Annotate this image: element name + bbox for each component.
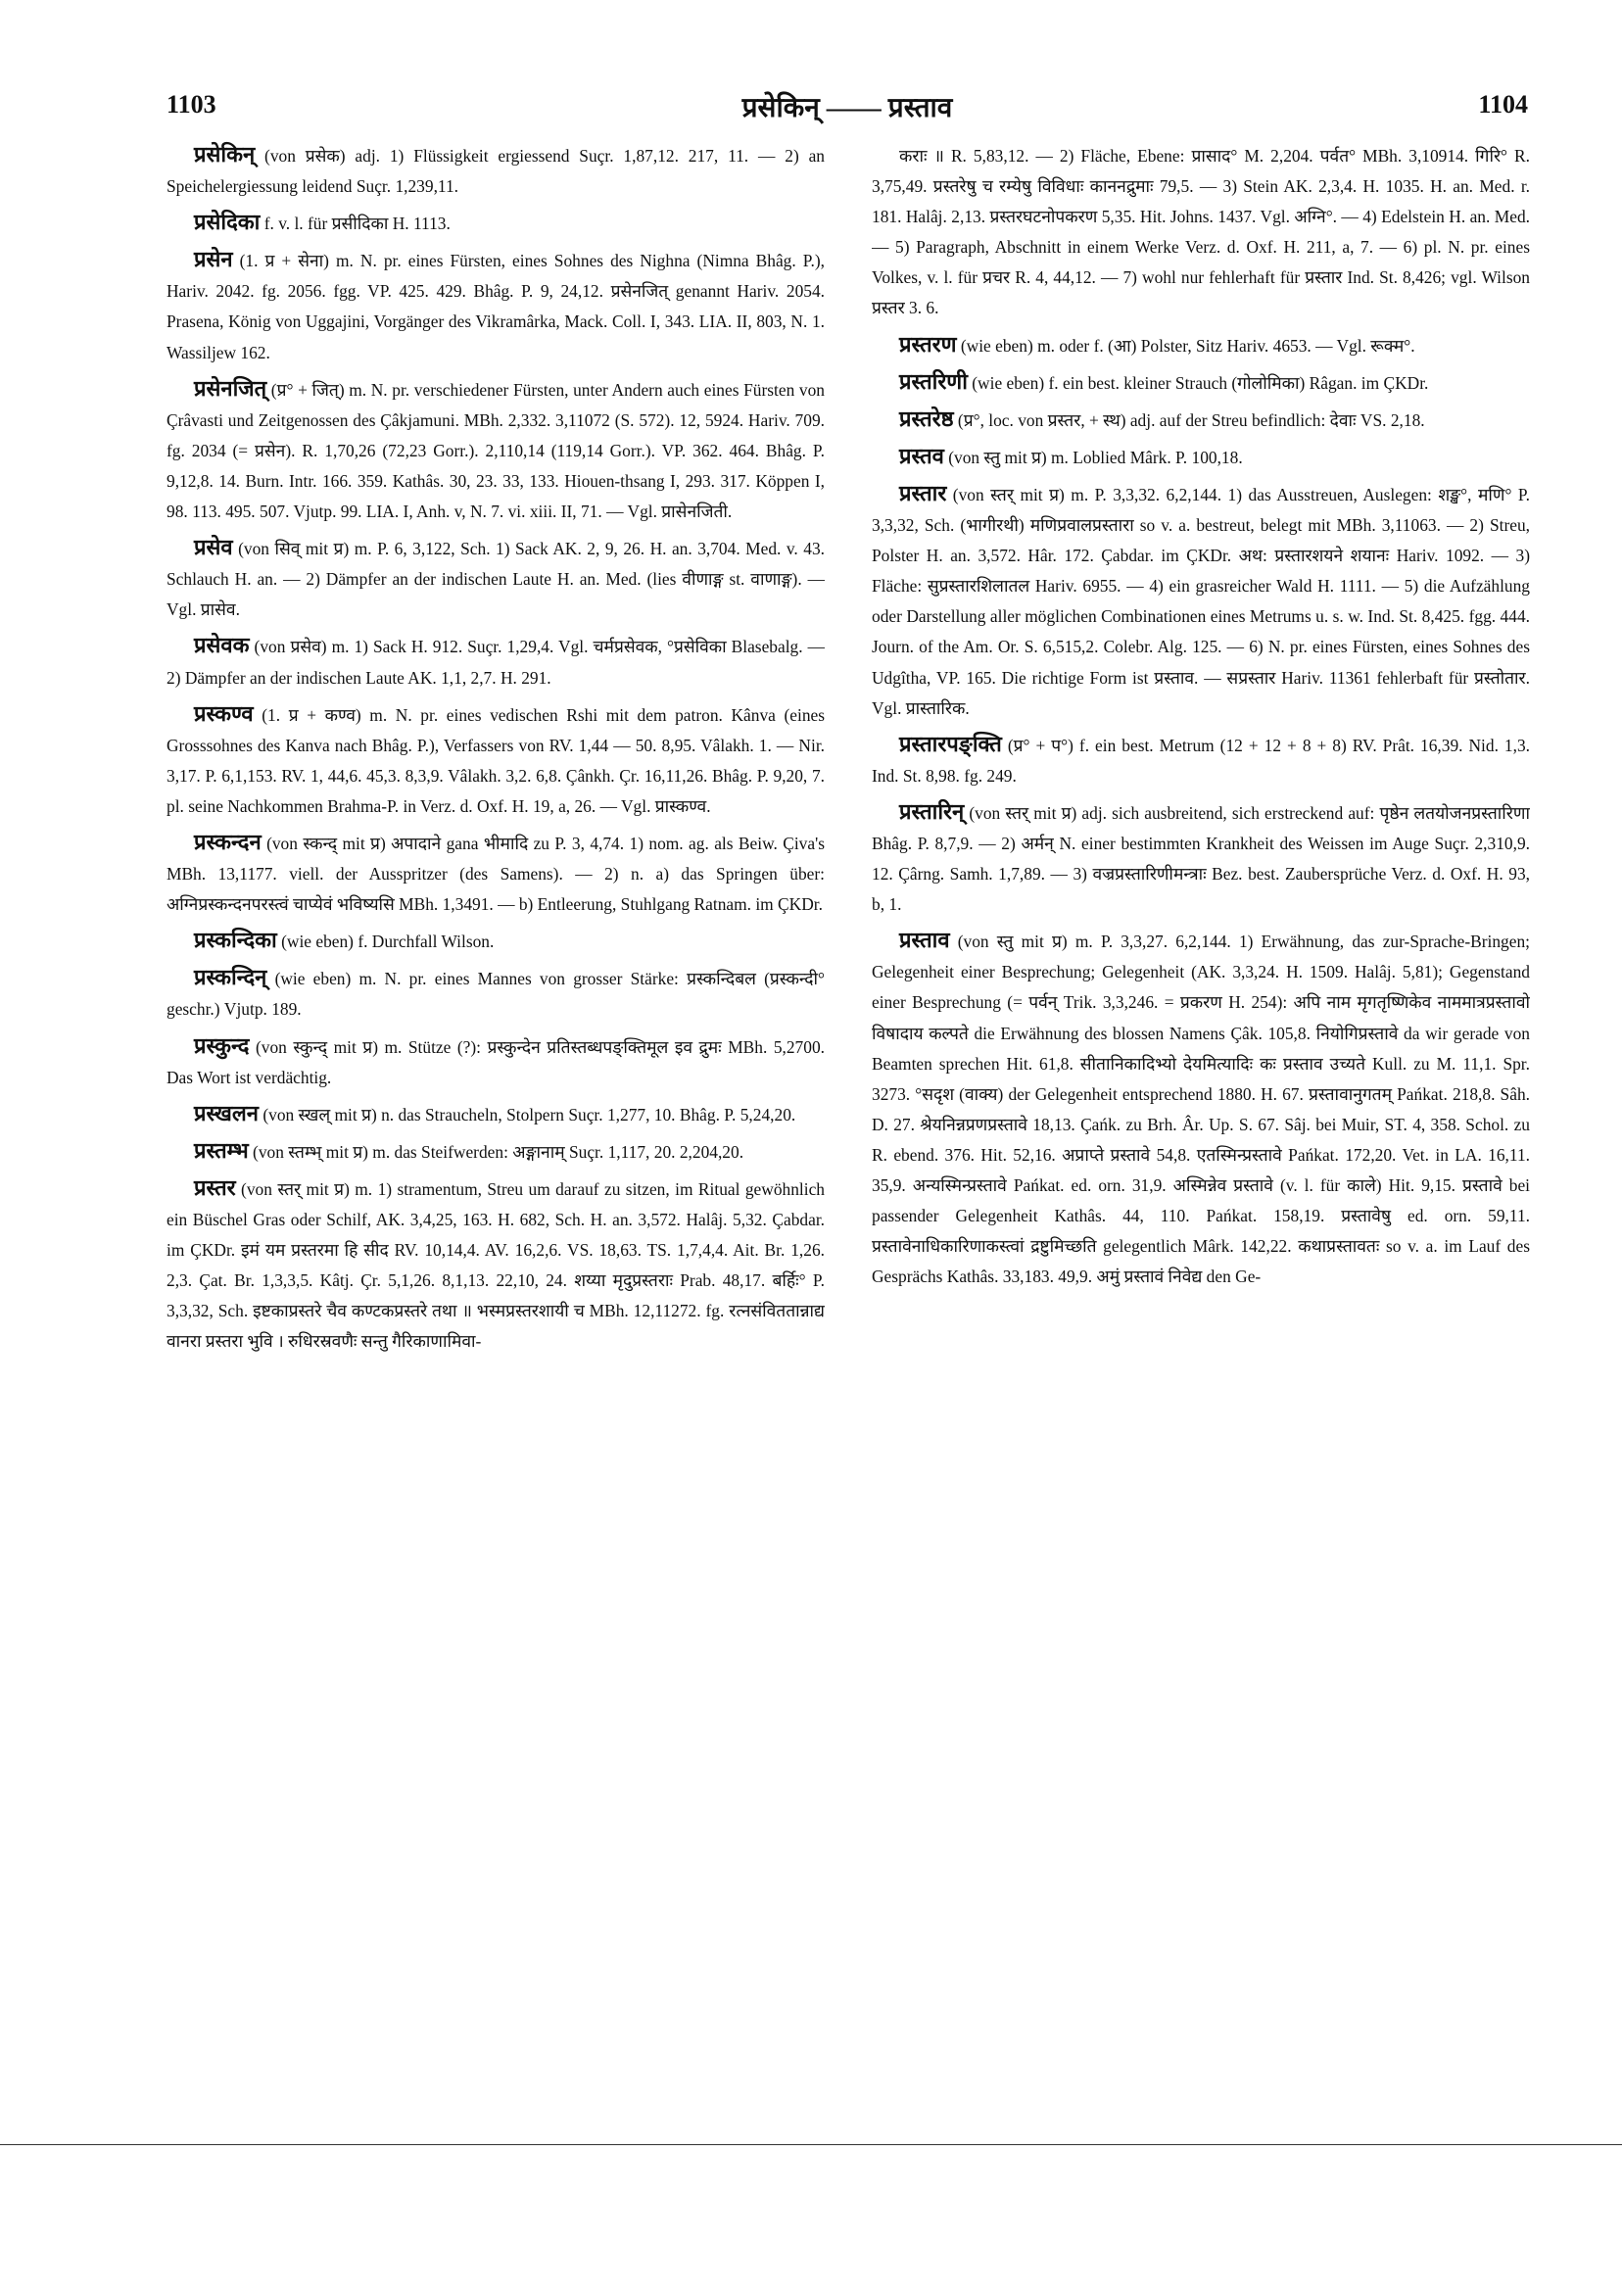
dictionary-entry	[167, 962, 825, 1025]
dictionary-entry	[872, 925, 1530, 1292]
entry-headword: प्रसेकिन्	[194, 142, 256, 167]
page-number-left: 1103	[167, 90, 216, 119]
entry-body: (von प्रसेव) m. 1) Sack H. 912. Suçr. 1,29,4. Vgl. चर्मप्रसेवक, °प्रसेविका Blasebalg. — 2) Dämpfer an der indischen Laute AK. 1,1, 2,7. H. 291.	[167, 637, 825, 688]
entry-headword: प्रस्कन्दन	[194, 829, 262, 854]
dictionary-entry	[167, 207, 825, 239]
entry-body: (1. प्र + सेना) m. N. pr. eines Fürsten, eines Sohnes des Nighna (Nimna Bhâg. P.), Hariv. 2042. fg. 2056. fgg. VP. 425. 429. Bhâg. P. 9, 24,12. प्रसेनजित् genannt Hariv. 2054. Prasena, König von Uggajini, Vorgänger des Vikramârka, Mack. Coll. I, 343. LIA. II, 803, N. 1. Wassiljew 162.	[167, 251, 825, 362]
entry-headword: प्रस्कन्दिन्	[194, 965, 267, 990]
entry-body: (von स्तर् mit प्र) m. 1) stramentum, Streu um darauf zu sitzen, im Ritual gewöhnlich ein Büschel Gras oder Schilf, AK. 3,4,25, 163. H. 682, Sch. H. an. 3,572. Halâj. 5,32. Çabdar. im ÇKDr. इमं यम प्रस्तरमा हि सीद RV. 10,14,4. AV. 16,2,6. VS. 18,63. TS. 1,7,4,4. Ait. Br. 1,26. 2,3. Çat. Br. 1,3,3,5. Kâtj. Çr. 5,1,26. 8,1,13. 22,10, 24. शय्या मृदुप्रस्तराः Prab. 48,17. बर्हिः° P. 3,3,32, Sch. इष्टकाप्रस्तरे चैव कण्टकप्रस्तरे तथा ॥ भस्मप्रस्तरशायी च MBh. 12,11272. fg. रत्नसंविततान्नाद्य वानरा प्रस्तरा भुवि । रुधिरस्रवणैः सन्तु गैरिकाणामिवा-	[167, 1178, 825, 1352]
entry-headword: प्रस्तम्भ	[194, 1137, 249, 1163]
entry-headword: प्रस्तव	[899, 443, 944, 468]
dictionary-entry	[167, 1172, 825, 1358]
dictionary-entry	[167, 827, 825, 920]
entry-body: (wie eben) m. N. pr. eines Mannes von grosser Stärke: प्रस्कन्दिबल (प्रस्कन्दी° geschr.) Vjutp. 189.	[167, 969, 825, 1020]
entry-headword: प्रस्तार	[899, 480, 947, 505]
entry-headword: प्रस्कण्व	[194, 700, 254, 726]
entry-body: (von प्रसेक) adj. 1) Flüssigkeit ergiessend Suçr. 1,87,12. 217, 11. — 2) an Speichelergiessung leidend Suçr. 1,239,11.	[167, 146, 825, 197]
page-number-right: 1104	[1478, 90, 1528, 119]
entry-body: (von स्कुन्द् mit प्र) m. Stütze (?): प्रस्कुन्देन प्रतिस्तब्धपङ्क्तिमूल इव द्रुमः MBh. 5,2700. Das Wort ist verdächtig.	[167, 1036, 825, 1087]
entry-body: (von स्खल् mit प्र) n. das Straucheln, Stolpern Suçr. 1,277, 10. Bhâg. P. 5,24,20.	[258, 1104, 796, 1124]
entry-headword: प्रस्ताव	[899, 928, 950, 953]
dictionary-entry	[167, 630, 825, 693]
running-title: प्रसेकिन् —— प्रस्ताव	[741, 93, 953, 123]
dictionary-entry	[167, 139, 825, 202]
entry-headword: प्रस्तरण	[899, 331, 957, 357]
entry-headword: प्रस्कुन्द	[194, 1032, 250, 1058]
entry-headword: प्रस्तरिणी	[899, 368, 968, 394]
entry-headword: प्रसेनजित्	[194, 375, 267, 401]
entry-body: (von स्तर् mit प्र) adj. sich ausbreitend, sich erstreckend auf: पृष्ठेन लतयोजनप्रस्तारिणा Bhâg. P. 8,7,9. — 2) अर्मन् N. einer bestimmten Krankheit des Weissen im Auge Suçr. 2,310,9. 12. Çârng. Samh. 1,7,89. — 3) वज्रप्रस्तारिणीमन्त्राः Bez. best. Zaubersprüche Verz. d. Oxf. H. 93, b, 1.	[872, 802, 1530, 915]
dictionary-entry	[167, 532, 825, 625]
entry-body: कराः ॥ R. 5,83,12. — 2) Fläche, Ebene: प्रासाद° M. 2,204. पर्वत° MBh. 3,10914. गिरि° R. 3,75,49. प्रस्तरेषु च रम्येषु विविधाः काननद्रुमाः 79,5. — 3) Stein AK. 2,3,4. H. 1035. H. an. Med. r. 181. Halâj. 2,13. प्रस्तरघटनोपकरण 5,35. Hit. Johns. 1437. Vgl. अग्नि°. — 4) Edelstein H. an. Med. — 5) Paragraph, Abschnitt in einem Werke Verz. d. Oxf. H. 211, a, 7. — 6) pl. N. pr. eines Volkes, v. l. für प्रचर R. 4, 44,12. — 7) wohl nur fehlerhaft für प्रस्तार Ind. St. 8,426; vgl. Wilson प्रस्तर 3. 6.	[872, 146, 1530, 318]
entry-body: (von स्तु mit प्र) m. Loblied Mârk. P. 100,18.	[943, 447, 1243, 467]
entry-body: (प्र° + जित्) m. N. pr. verschiedener Fürsten, unter Andern auch eines Fürsten von Çrâvasti und Zeitgenossen des Çâkjamuni. MBh. 2,332. 3,11072 (S. 572). 12, 5924. Hariv. 709. fg. 2034 (= प्रसेन). R. 1,70,26 (72,23 Gorr.). 2,110,14 (119,14 Gorr.). VP. 362. 464. Bhâg. P. 9,12,8. 14. Burn. Intr. 166. 359. Kathâs. 30, 23. 33, 133. Hiouen-thsang I, 293. 317. Köppen I, 98. 113. 495. 507. Vjutp. 99. LIA. I, Anh. v, N. 7. vi. xiii. II, 71. — Vgl. प्रासेनजिती.	[167, 379, 825, 522]
dictionary-entry	[872, 478, 1530, 724]
entry-body: (प्र° + प°) f. ein best. Metrum (12 + 12 + 8 + 8) RV. Prât. 16,39. Nid. 1,3. Ind. St. 8,98. fg. 249.	[872, 735, 1530, 786]
dictionary-entry	[167, 244, 825, 367]
entry-headword: प्रसेव	[194, 535, 233, 560]
entry-body: (wie eben) f. Durchfall Wilson.	[276, 932, 495, 952]
page-header	[167, 90, 1528, 129]
entry-body: (von स्कन्द् mit प्र) अपादाने gana भीमादि zu P. 3, 4,74. 1) nom. ag. als Beiw. Çiva's MBh. 13,1177. viell. der Ausspritzer (des Samens). — 2) n. a) das Springen über: अग्निप्रस्कन्दनपरस्त्वं चाप्येवं भविष्यसि MBh. 1,3491. — b) Entleerung, Stuhlgang Ratnam. im ÇKDr.	[167, 833, 825, 915]
dictionary-entry	[872, 441, 1530, 473]
entry-headword: प्रस्कन्दिका	[194, 928, 277, 953]
dictionary-entry	[872, 796, 1530, 920]
dictionary-entry	[167, 1135, 825, 1168]
entry-body: (von स्तम्भ् mit प्र) m. das Steifwerden: अङ्गानाम् Suçr. 1,117, 20. 2,204,20.	[248, 1141, 744, 1162]
entry-headword: प्रस्खलन	[194, 1100, 259, 1125]
dictionary-entry	[167, 925, 825, 957]
footer-rule	[0, 2144, 1622, 2145]
entry-body: (प्र°, loc. von प्रस्तर, + स्थ) adj. auf der Streu befindlich: देवाः VS. 2,18.	[953, 409, 1425, 430]
right-column	[872, 139, 1530, 1932]
entry-body: (1. प्र + कण्व) m. N. pr. eines vedischen Rshi mit dem patron. Kânva (eines Grosssohnes des Kanva nach Bhâg. P.), Verfassers von RV. 1,44 — 50. 8,95. Vâlakh. 1. — Nir. 3,17. P. 6,1,153. RV. 1, 44,6. 45,3. 8,3,9. Vâlakh. 3,2. 6,8. Çânkh. Çr. 16,11,26. Bhâg. P. 9,20, 7. pl. seine Nachkommen Brahma-P. in Verz. d. Oxf. H. 19, a, 26. — Vgl. प्रास्कण्व.	[167, 704, 825, 816]
entry-headword: प्रस्तारिन्	[899, 798, 965, 824]
entry-headword: प्रस्तारपङ्क्ति	[899, 731, 1002, 756]
dictionary-entry	[872, 329, 1530, 361]
entry-headword: प्रसेदिका	[194, 210, 261, 235]
dictionary-entry	[872, 404, 1530, 436]
entry-headword: प्रस्तरेष्ठ	[899, 406, 954, 431]
dictionary-entry	[167, 373, 825, 527]
dictionary-entry	[167, 1098, 825, 1130]
entry-body: (wie eben) m. oder f. (आ) Polster, Sitz Hariv. 4653. — Vgl. रूक्म°.	[956, 335, 1415, 356]
entry-body: f. v. l. für प्रसीदिका H. 1113.	[260, 214, 451, 234]
dictionary-entry-continued	[872, 139, 1530, 324]
entry-body: (von स्तर् mit प्र) m. P. 3,3,32. 6,2,144. 1) das Ausstreuen, Auslegen: शङ्ख°, मणि° P. 3,3,32, Sch. (भागीरथी) मणिप्रवालप्रस्तारा so v. a. bestreut, belegt mit MBh. 3,11063. — 2) Streu, Polster H. an. 3,572. Hâr. 172. Çabdar. im ÇKDr. अथ: प्रस्तारशयने शयानः Hariv. 1092. — 3) Fläche: सुप्रस्तारशिलातल Hariv. 6955. — 4) ein grasreicher Wald H. 1111. — 5) die Aufzählung oder Darstellung aller möglichen Combinationen eines Metrums u. s. w. Ind. St. 8,425. fgg. 444. Journ. of the Am. Or. S. 6,515,2. Colebr. Alg. 125. — 6) N. pr. eines Fürsten, eines Sohnes des Udgîtha, VP. 165. Die richtige Form ist प्रस्ताव. — सप्रस्तार Hariv. 11361 fehlerbaft für प्रस्तोतार. Vgl. प्रास्तारिक.	[872, 484, 1530, 718]
dictionary-entry	[167, 698, 825, 822]
dictionary-entry	[872, 729, 1530, 791]
entry-headword: प्रसेवक	[194, 633, 250, 658]
entry-body: (von सिव् mit प्र) m. P. 6, 3,122, Sch. 1) Sack AK. 2, 9, 26. H. an. 3,704. Med. v. 43. Schlauch H. an. — 2) Dämpfer an der indischen Laute H. an. Med. (lies वीणाङ्ग st. वाणाङ्ग). — Vgl. प्रासेव.	[167, 539, 825, 620]
dictionary-entry	[872, 366, 1530, 399]
entry-body: (wie eben) f. ein best. kleiner Strauch (गोलोमिका) Râgan. im ÇKDr.	[967, 372, 1429, 393]
dictionary-entry	[167, 1030, 825, 1093]
entry-headword: प्रस्तर	[194, 1174, 236, 1200]
entry-body: (von स्तु mit प्र) m. P. 3,3,27. 6,2,144. 1) Erwähnung, das zur-Sprache-Bringen; Gelegenheit einer Besprechung; Gelegenheit (AK. 3,3,24. H. 1509. Halâj. 5,81); Gegenstand einer Besprechung (= पर्वन् Trik. 3,3,246. = प्रकरण H. 254): अपि नाम मृगतृष्णिकेव नाममात्रप्रस्तावो विषादाय कल्पते die Erwähnung des blossen Namens Çâk. 105,8. नियोगिप्रस्तावे da wir gerade von Beamten sprechen Hit. 61,8. सीतानिकादिभ्यो देयमित्यादिः कः प्रस्ताव उच्यते Kull. zu M. 11,1. Spr. 3273. °सदृश (वाक्य) der Gelegenheit entsprechend 1880. H. 67. प्रस्तावानुगतम् Pańkat. 218,8. Sâh. D. 27. श्रेयनिन्नप्रणप्रस्तावे 18,13. Çańk. zu Brh. Âr. Up. S. 67. Sâj. bei Muir, ST. 4, 358. Schol. zu R. ebend. 376. Hit. 52,16. अप्राप्ते प्रस्तावे 54,8. एतस्मिन्प्रस्तावे Pańkat. 172,20. Vet. in LA. 16,11. 35,9. अन्यस्मिन्प्रस्तावे Pańkat. ed. orn. 31,9. अस्मिन्नेव प्रस्तावे (v. l. für काले) Hit. 9,15. प्रस्तावे bei passender Gelegenheit Kathâs. 44, 110. Pańkat. 158,19. प्रस्तावेषु ed. orn. 59,11. प्रस्तावेनाधिकारिणाकस्त्वां द्रष्टुमिच्छति gelegentlich Mârk. 142,22. कथाप्रस्तावतः so v. a. im Lauf des Gesprächs Kathâs. 33,183. 49,9. अमुं प्रस्तावं निवेद्य den Ge-	[872, 932, 1530, 1287]
entry-headword: प्रसेन	[194, 247, 233, 272]
left-column	[167, 139, 825, 1932]
